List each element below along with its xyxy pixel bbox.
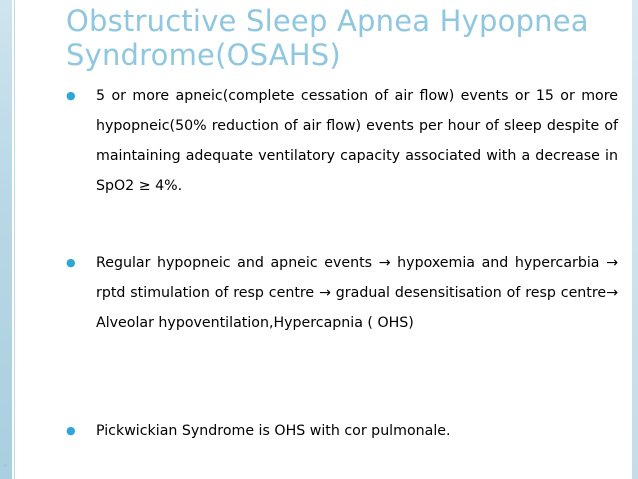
bullet-text-2: Regular hypopneic and apneic events → hypoxemia and hypercarbia → rptd stimulation of resp centre → gradual desensitisation of resp centre→ Alveolar hypoventilation,Hypercapnia ( OHS) xyxy=(96,255,618,331)
slide-title xyxy=(66,4,626,72)
bullet-icon: ● xyxy=(66,89,76,102)
corner-dot xyxy=(4,464,7,467)
bullet-text-3: Pickwickian Syndrome is OHS with cor pulmonale. xyxy=(96,423,451,439)
bullet-item-2 xyxy=(66,248,618,338)
bullet-item-1 xyxy=(66,81,618,201)
left-decorative-bar xyxy=(0,0,12,479)
right-decorative-bar xyxy=(632,0,638,479)
bullet-text-1: 5 or more apneic(complete cessation of air flow) events or 15 or more hypopneic(50% reduction of air flow) events per hour of sleep despite of maintaining adequate ventilatory capacity associated with a decrease in SpO2 ≥ 4%. xyxy=(96,88,618,194)
bullet-icon: ● xyxy=(66,424,76,437)
bullet-icon: ● xyxy=(66,256,76,269)
title-line-1: Obstructive Sleep Apnea Hypopnea xyxy=(66,4,589,38)
bullet-item-3 xyxy=(66,416,618,446)
left-divider-line xyxy=(14,0,15,479)
title-line-2: Syndrome(OSAHS) xyxy=(66,38,341,72)
